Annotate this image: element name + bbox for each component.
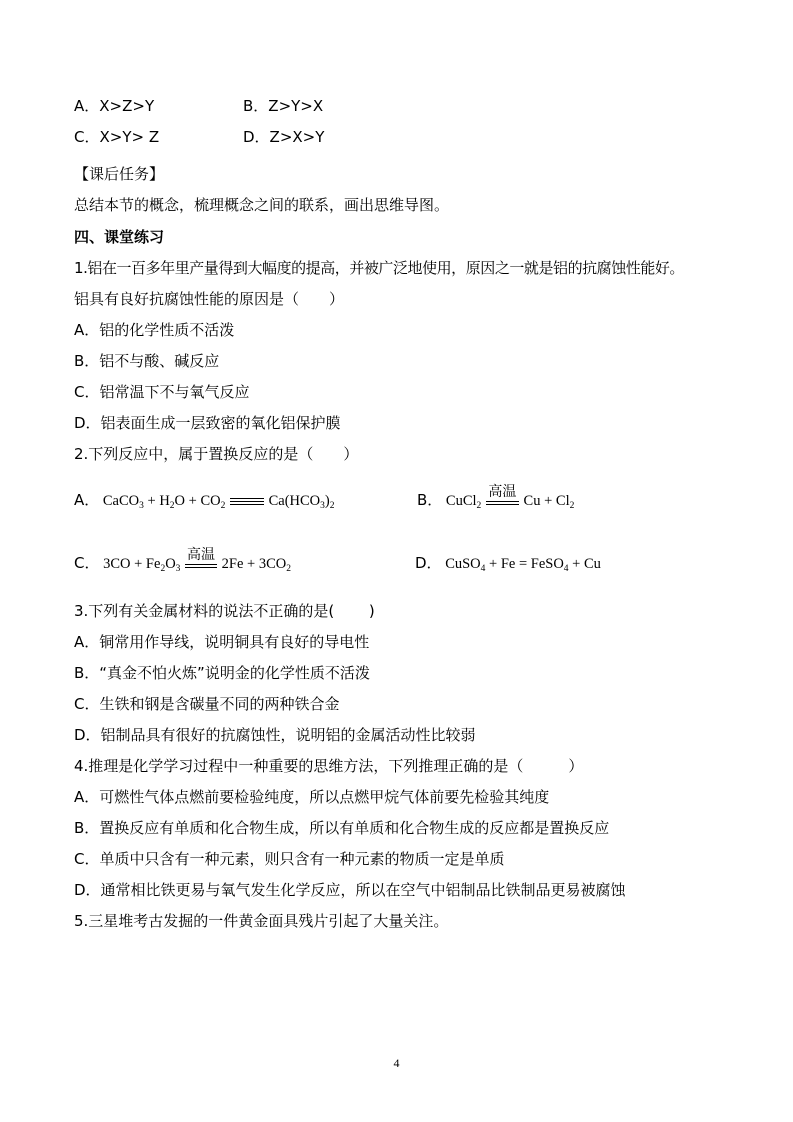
- eq-b-reactants: CuCl$_2$: [445, 493, 482, 511]
- q2-option-b: [417, 484, 575, 511]
- eq-a-products: $Ca(HCO_3)_2$: [268, 493, 335, 511]
- q1-option-d: D．铝表面生成一层致密的氧化铝保护膜: [74, 414, 341, 432]
- eq-d: CuSO$_4$ + Fe = FeSO$_4$ + Cu: [445, 556, 601, 574]
- eq-c-products: $2Fe + 3CO_2$: [221, 556, 291, 574]
- q5-stem: 5.三星堆考古发掘的一件黄金面具残片引起了大量关注。: [74, 912, 449, 930]
- q3-option-b: B．“真金不怕火炼”说明金的化学性质不活泼: [74, 664, 370, 682]
- page-number: 4: [393, 1056, 400, 1070]
- reaction-condition-arrow: [185, 547, 217, 568]
- q4-option-b: B．置换反应有单质和化合物生成，所以有单质和化合物生成的反应都是置换反应: [74, 819, 610, 837]
- condition-label: 高温: [187, 547, 216, 563]
- q2-option-d-label: D．: [415, 554, 442, 572]
- eq-c-reactants: $3CO + Fe_2O_3$: [103, 556, 181, 574]
- q2-stem: 2.下列反应中，属于置换反应的是（ ）: [74, 445, 359, 463]
- q2-option-d: [415, 553, 601, 574]
- triple-equals-sign: [230, 498, 264, 505]
- q1-option-a: A．铝的化学性质不活泼: [74, 321, 235, 339]
- q3-option-d: D．铝制品具有很好的抗腐蚀性，说明铝的金属活动性比较弱: [74, 726, 476, 744]
- q1-option-b: B．铝不与酸、碱反应: [74, 352, 220, 370]
- eq-a-reactants: CaCO$_3$ + $H_2O + CO_2$: [102, 493, 226, 511]
- condition-label: 高温: [488, 484, 517, 500]
- q1-stem-line1: 1.铝在一百多年里产量得到大幅度的提高，并被广泛地使用，原因之一就是铝的抗腐蚀性能好。: [74, 259, 684, 277]
- q2-option-b-label: B．: [417, 491, 443, 509]
- q2-option-c: [74, 547, 291, 574]
- q3-option-a: A．铜常用作导线，说明铜具有良好的导电性: [74, 633, 370, 651]
- q4-option-a: A．可燃性气体点燃前要检验纯度，所以点燃甲烷气体前要先检验其纯度: [74, 788, 550, 806]
- option-b-prev: B．Z>Y>X: [243, 97, 324, 115]
- q1-option-c: C．铝常温下不与氧气反应: [74, 383, 250, 401]
- after-class-text: 总结本节的概念，梳理概念之间的联系，画出思维导图。: [74, 196, 450, 214]
- option-d-prev: D．Z>X>Y: [243, 128, 325, 146]
- q3-option-c: C．生铁和钢是含碳量不同的两种铁合金: [74, 695, 340, 713]
- section-title: 四、课堂练习: [74, 228, 165, 246]
- q2-option-a: [74, 490, 335, 511]
- reaction-condition-arrow: [486, 484, 519, 505]
- eq-b-products: $Cu + Cl_2$: [523, 493, 575, 511]
- q2-option-c-label: C．: [74, 554, 100, 572]
- q1-stem-line2: 铝具有良好抗腐蚀性能的原因是（ ）: [74, 290, 345, 308]
- after-class-heading: 【课后任务】: [74, 165, 165, 183]
- q3-stem: 3.下列有关金属材料的说法不正确的是( ): [74, 602, 375, 620]
- option-a-prev: A．X>Z>Y: [74, 97, 155, 115]
- q4-stem: 4.推理是化学学习过程中一种重要的思维方法，下列推理正确的是（ ）: [74, 757, 584, 775]
- q4-option-d: D．通常相比铁更易与氧气发生化学反应，所以在空气中铝制品比铁制品更易被腐蚀: [74, 881, 626, 899]
- option-c-prev: C．X>Y> Z: [74, 128, 160, 146]
- q4-option-c: C．单质中只含有一种元素，则只含有一种元素的物质一定是单质: [74, 850, 505, 868]
- q2-option-a-label: A．: [74, 491, 100, 509]
